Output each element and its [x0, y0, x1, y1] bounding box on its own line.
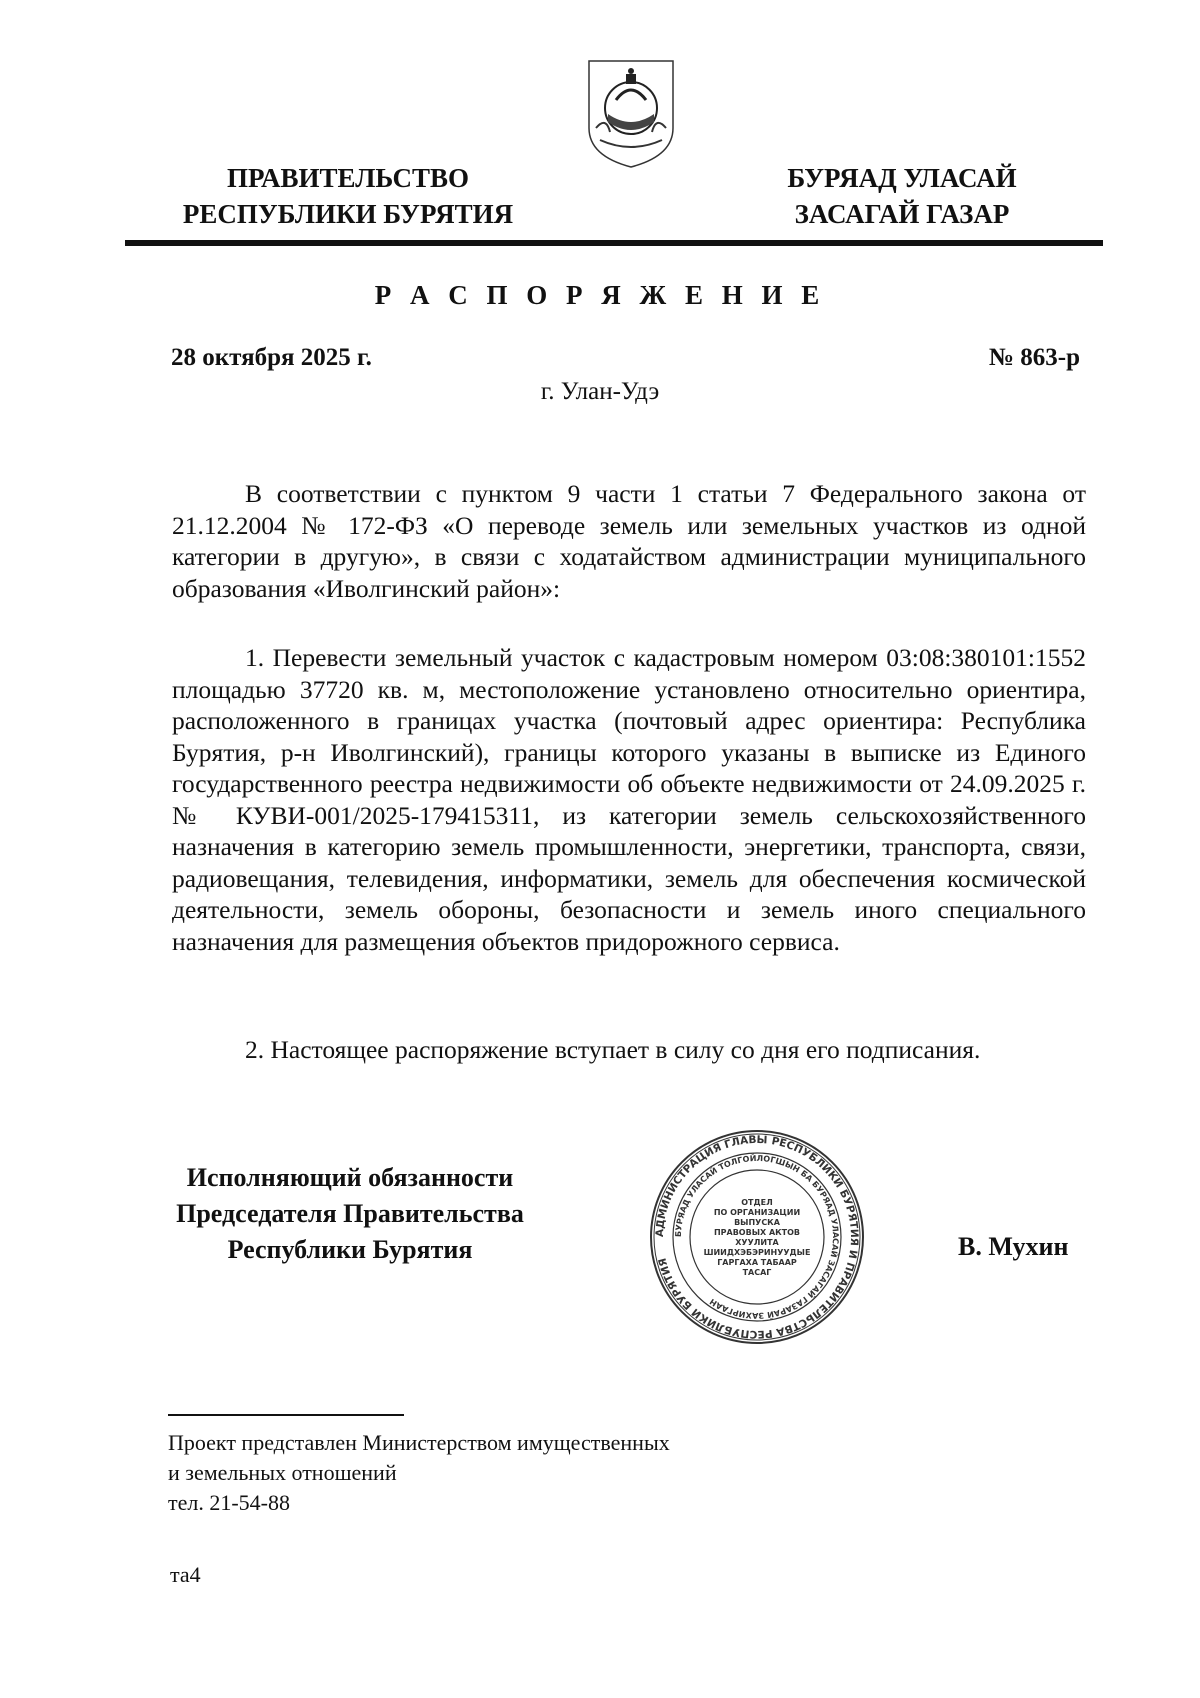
seal-outer-text: АДМИНИСТРАЦИЯ ГЛАВЫ РЕСПУБЛИКИ БУРЯТИЯ И ПРАВИТЕЛЬСТВА РЕСПУБЛИКИ БУРЯТИЯ [653, 1133, 861, 1341]
header-government-bua [752, 160, 1052, 232]
preamble [172, 478, 1086, 604]
clause-1 [172, 642, 1086, 957]
document-number: № 863-р [988, 344, 1080, 371]
document-type: Р А С П О Р Я Ж Е Н И Е [374, 280, 826, 310]
signer-name: В. Мухин [958, 1232, 1069, 1261]
seal-center-line: ПРАВОВЫХ АКТОВ [713, 1228, 801, 1237]
official-seal-icon [648, 1128, 866, 1346]
seal-center-line: ШИИДХЭБЭРИНУУДЫЕ [703, 1248, 811, 1257]
footnote [168, 1428, 868, 1518]
clause-1-text: 1. Перевести земельный участок с кадастровым номером 03:08:380101:1552 площадью 37720 кв. м, местоположение установлено относительно ориентира, расположенного в границах участка (почтовый адрес ориентира: Республика Бурятия, р-н Иволгинский), границы которого указаны в выписке из Единого государственного реестра недвижимости об объекте недвижимости от 24.09.2025 г. № КУВИ-001/2025-179415311, из категории земель сельскохозяйственного назначения в категорию земель промышленности, энергетики, транспорта, связи, радиовещания, телевидения, информатики, земель для обеспечения космической деятельности, земель обороны, безопасности и земель иного специального назначения для размещения объектов придорожного сервиса. [172, 643, 1086, 956]
seal-center-line: ГАРГАХА ТАБААР [717, 1258, 797, 1267]
header-right-line2: ЗАСАГАЙ ГАЗАР [794, 199, 1010, 229]
seal-center-line: ТАСАГ [742, 1268, 772, 1277]
header-government-ru [168, 160, 528, 232]
seal-center-line: ПО ОРГАНИЗАЦИИ [713, 1208, 801, 1217]
coat-of-arms-icon [586, 58, 676, 170]
signer-title-line2: Председателя Правительства [176, 1199, 524, 1228]
footnote-phone: тел. 21-54-88 [168, 1490, 291, 1515]
document-date: 28 октября 2025 г. [171, 344, 372, 371]
preamble-text: В соответствии с пунктом 9 части 1 статьи 7 Федерального закона от 21.12.2004 № 172-ФЗ «О переводе земель или земельных участков из одной категории в другую», в связи с ходатайством администрации муниципального образования «Иволгинский район»: [172, 479, 1086, 603]
signer-title-line1: Исполняющий обязанности [186, 1163, 514, 1192]
signer-title-line3: Республики Бурятия [227, 1235, 473, 1264]
header-right-line1: БУРЯАД УЛАСАЙ [787, 163, 1017, 193]
document-city: г. Улан-Удэ [540, 378, 660, 405]
footnote-divider [168, 1414, 404, 1416]
header-left-line2: РЕСПУБЛИКИ БУРЯТИЯ [182, 199, 514, 229]
seal-center-line: ХУУЛИТА [735, 1238, 779, 1247]
clause-2 [172, 1034, 1086, 1066]
header-divider [125, 240, 1103, 246]
footnote-line2: и земельных отношений [168, 1460, 397, 1485]
signer-title [150, 1160, 550, 1268]
seal-center-line: ВЫПУСКА [734, 1218, 780, 1227]
document-code: та4 [170, 1562, 201, 1587]
header-left-line1: ПРАВИТЕЛЬСТВО [226, 163, 470, 193]
seal-inner-text: БУРЯАД УЛАСАЙ ТОЛГОЙЛОГШЫН БА БУРЯАД УЛАСАЙ ЗАСАГАЙ ГАЗАРАЙ ЗАХИРГААН [673, 1153, 841, 1321]
footnote-line1: Проект представлен Министерством имущественных [168, 1430, 670, 1455]
clause-2-text: 2. Настоящее распоряжение вступает в силу со дня его подписания. [245, 1035, 981, 1064]
seal-center-line: ОТДЕЛ [741, 1198, 773, 1207]
